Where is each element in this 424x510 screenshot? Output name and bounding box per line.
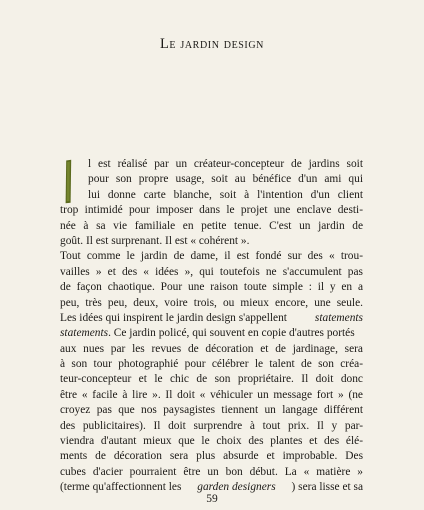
text-line: des publicitaires). Il doit surprendre à tout prix. Il y par- <box>60 419 363 432</box>
text-fragment-italic: garden designers <box>197 481 276 494</box>
text-line: née à sa vie familiale en petite tenue. C'est un jardin de <box>60 219 363 232</box>
text-line: viendra d'autant mieux que le choix des plantes et des élé- <box>60 435 363 448</box>
text-fragment-italic: statements <box>314 311 363 324</box>
text-line: Tout comme le jardin de dame, il est fondé sur des « trou- <box>60 250 363 263</box>
text-line: peu, très peu, deux, voire trois, ou mieux encore, une seule. <box>60 296 363 309</box>
text-line: lui donne carte blanche, soit à l'intention d'un client <box>88 188 363 201</box>
text-line: être « facile à lire ». Il doit « véhiculer un message fort » (ne <box>60 388 363 401</box>
text-line: de façon chaotique. Pour une raison toute simple : il y en a <box>60 281 363 294</box>
body-text <box>60 157 363 496</box>
text-fragment: (terme qu'affectionnent les <box>60 481 182 494</box>
page-number: 59 <box>206 493 218 505</box>
text-line <box>60 311 363 326</box>
text-fragment: . Ce jardin policé, qui souvent en copie d'autres portés <box>108 327 355 340</box>
text-line <box>60 326 363 341</box>
text-line: teur-concepteur et le chic de son propriétaire. Il doit donc <box>60 373 363 386</box>
text-fragment: Les idées qui inspirent le jardin design s'appellent <box>60 311 287 324</box>
text-fragment: ) sera lisse et sa <box>291 481 363 494</box>
text-line: à son tour photographié pour célébrer le talent de son créa- <box>60 358 363 371</box>
text-line: aux nues par les revues de décoration et de jardinage, sera <box>60 342 363 355</box>
text-line: vailles » et des « idées », qui toutefois ne s'accumulent pas <box>60 265 363 278</box>
chapter-title: Le jardin design <box>159 36 265 52</box>
text-line: goût. Il est surprenant. Il est « cohérent ». <box>60 234 250 247</box>
text-line: trop intimidé pour imposer dans le projet une enclave desti- <box>60 204 363 217</box>
text-fragment-italic: statements <box>60 327 109 340</box>
text-line: pour son propre usage, soit au bénéfice d'un ami qui <box>88 173 363 186</box>
text-line: croyez pas que nos paysagistes tiennent un langage différent <box>60 404 363 417</box>
text-line: cubes d'acier pourraient être un bon début. La « matière » <box>60 465 363 478</box>
text-line: ments de décoration sera plus absurde et improbable. Des <box>60 450 363 463</box>
text-line: l est réalisé par un créateur-concepteur de jardins soit <box>88 158 363 170</box>
